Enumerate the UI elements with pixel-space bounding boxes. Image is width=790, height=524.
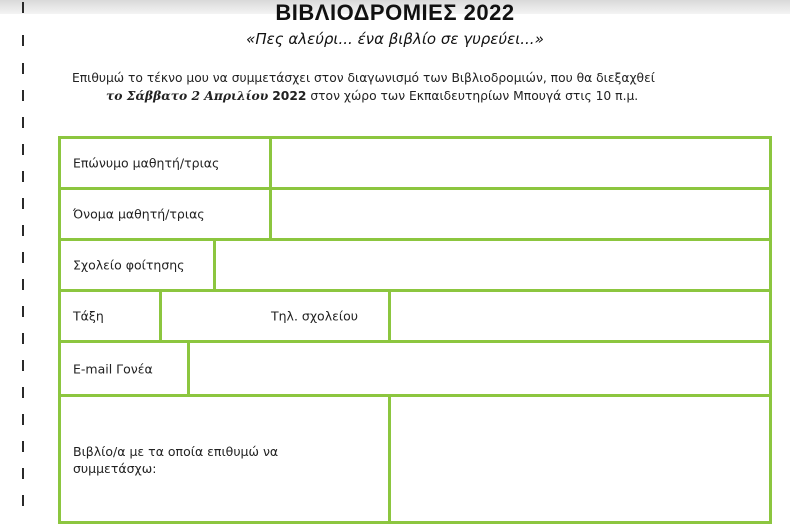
class-label: Τάξη — [73, 308, 104, 324]
books-field[interactable] — [391, 397, 769, 521]
school-label: Σχολείο φοίτησης — [73, 257, 185, 273]
page-title: ΒΙΒΛΙΟΔΡΟΜΙΕΣ 2022 — [275, 0, 515, 25]
name-field[interactable] — [272, 190, 769, 238]
form-row-name — [58, 187, 772, 241]
surname-field[interactable] — [272, 139, 769, 187]
school-phone-label: Τηλ. σχολείου — [271, 308, 358, 324]
intro-year: 2022 — [272, 89, 307, 103]
surname-label: Επώνυμο μαθητή/τριας — [73, 155, 220, 171]
intro-location: στον χώρο των Εκπαιδευτηρίων Μπουγά στις 10 π.μ. — [310, 89, 639, 103]
school-field[interactable] — [216, 241, 769, 289]
form-row-surname — [58, 136, 772, 190]
books-label: Βιβλίο/α με τα οποία επιθυμώ να συμμετάσχω: — [73, 444, 279, 476]
intro-text — [72, 70, 762, 105]
page-subtitle: «Πες αλεύρι... ένα βιβλίο σε γυρεύει...» — [246, 30, 544, 48]
form-row-email — [58, 340, 772, 397]
form-row-books — [58, 394, 772, 524]
form-row-school — [58, 238, 772, 292]
intro-line-1: Επιθυμώ το τέκνο μου να συμμετάσχει στον διαγωνισμό των Βιβλιοδρομιών, που θα διεξαχθεί — [72, 71, 655, 85]
intro-date: το Σάββατο 2 Απριλίου — [106, 88, 269, 103]
form-row-class-phone — [58, 289, 772, 343]
intro-line-2 — [72, 87, 762, 105]
parent-email-field[interactable] — [190, 343, 769, 394]
name-label: Όνομα μαθητή/τριας — [73, 206, 205, 222]
school-phone-field[interactable] — [391, 292, 769, 340]
margin-ticks — [20, 0, 28, 509]
email-label: E-mail Γονέα — [73, 361, 153, 376]
registration-form — [58, 136, 772, 516]
